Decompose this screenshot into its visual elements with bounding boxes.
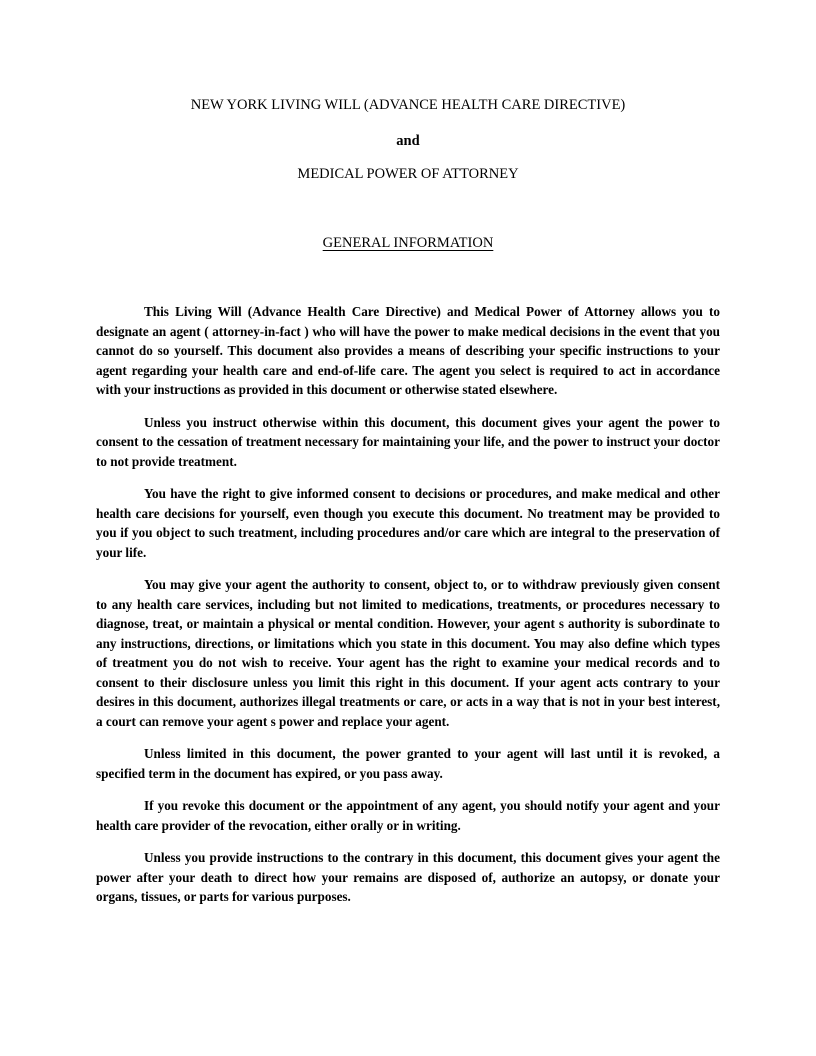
paragraph-4: You may give your agent the authority to consent, object to, or to withdraw previously given consent to any health care services, including but not limited to medications, treatments, or procedures necessary to diagnose, treat, or maintain a physical or mental condition. However, your agent s authority is subordinate to any instructions, directions, or limitations which you state in this document. You may also define which types of treatment you do not wish to receive. Your agent has the right to examine your medical records and to consent to their disclosure unless you limit this right in this document. If your agent acts contrary to your desires in this document, authorizes illegal treatments or care, or acts in a way that is not in your best interest, a court can remove your agent s power and replace your agent. xyxy=(96,577,720,729)
document-subtitle: MEDICAL POWER OF ATTORNEY xyxy=(297,166,519,182)
body-text xyxy=(96,302,720,920)
paragraph-2: Unless you instruct otherwise within this document, this document gives your agent the power to consent to the cessation of treatment necessary for maintaining your life, and the power to instruct your doctor to not provide treatment. xyxy=(96,414,720,469)
section-heading: GENERAL INFORMATION xyxy=(322,235,494,251)
document-title: NEW YORK LIVING WILL (ADVANCE HEALTH CARE DIRECTIVE) xyxy=(190,97,626,113)
paragraph-7: Unless you provide instructions to the contrary in this document, this document gives your agent the power after your death to direct how your remains are disposed of, authorize an autopsy, or donate your organs, tissues, or parts for various purposes. xyxy=(96,850,720,904)
paragraph-6: If you revoke this document or the appointment of any agent, you should notify your agent and your health care provider of the revocation, either orally or in writing. xyxy=(96,798,720,833)
paragraph-5: Unless limited in this document, the power granted to your agent will last until it is revoked, a specified term in the document has expired, or you pass away. xyxy=(96,746,720,781)
paragraph-1: This Living Will (Advance Health Care Directive) and Medical Power of Attorney allows you to designate an agent ( attorney-in-fact ) who will have the power to make medical decisions in the event that you cannot do so yourself. This document also provides a means of describing your specific instructions to your agent regarding your health care and end-of-life care. The agent you select is required to act in accordance with your instructions as provided in this document or otherwise stated elsewhere. xyxy=(96,304,720,397)
paragraph-3: You have the right to give informed consent to decisions or procedures, and make medical and other health care decisions for yourself, even though you execute this document. No treatment may be provided to you if you object to such treatment, including procedures and/or care which are integral to the preservation of your life. xyxy=(96,486,720,560)
title-conjunction: and xyxy=(396,133,420,149)
section-heading-wrapper xyxy=(0,234,816,252)
